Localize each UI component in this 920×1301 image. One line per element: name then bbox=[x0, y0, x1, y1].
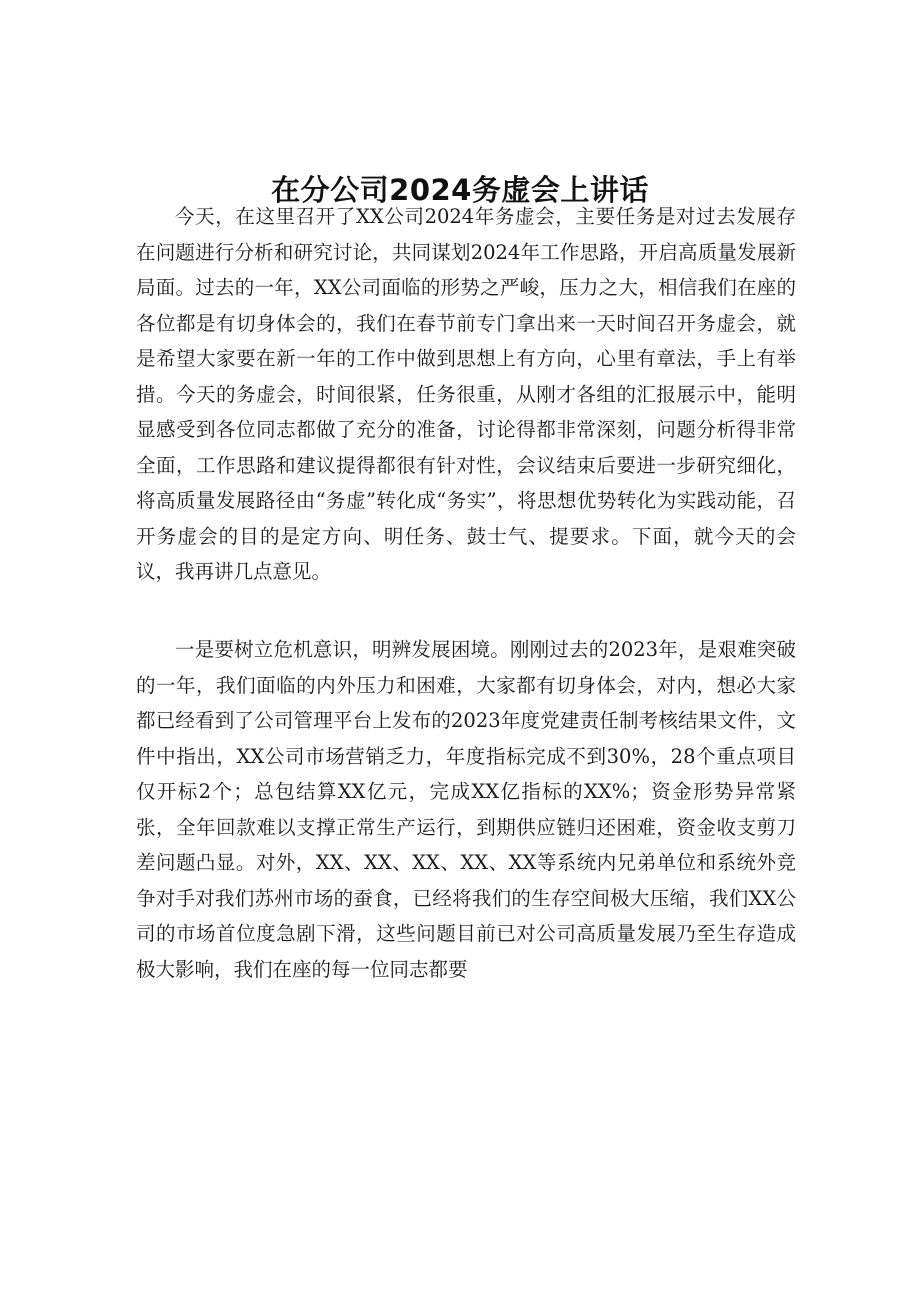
paragraph-opening: 今天，在这里召开了XX公司2024年务虚会，主要任务是对过去发展存在问题进行分析和研究讨论，共同谋划2024年工作思路，开启高质量发展新局面。过去的一年，XX公司面临的形势之严峻，压力之大，相信我们在座的各位都是有切身体会的，我们在春节前专门拿出来一天时间召开务虚会，就是希望大家要在新一年的工作中做到思想上有方向，心里有章法，手上有举措。今天的务虚会，时间很紧，任务很重，从刚才各组的汇报展示中，能明显感受到各位同志都做了充分的准备，讨论得都非常深刻，问题分析得非常全面，工作思路和建议提得都很有针对性，会议结束后要进一步研究细化，将高质量发展路径由“务虚”转化成“务实”，将思想优势转化为实践动能，召开务虚会的目的是定方向、明任务、鼓士气、提要求。下面，就今天的会议，我再讲几点意见。 bbox=[136, 205, 796, 583]
paragraph-point-one: 一是要树立危机意识，明辨发展困境。刚刚过去的2023年，是艰难突破的一年，我们面临的内外压力和困难，大家都有切身体会，对内，想必大家都已经看到了公司管理平台上发布的2023年度党建责任制考核结果文件，文件中指出，XX公司市场营销乏力，年度指标完成不到30%，28个重点项目仅开标2个；总包结算XX亿元，完成XX亿指标的XX%；资金形势异常紧张，全年回款难以支撑正常生产运行，到期供应链归还困难，资金收支剪刀差问题凸显。对外，XX、XX、XX、XX、XX等系统内兄弟单位和系统外竞争对手对我们苏州市场的蚕食，已经将我们的生存空间极大压缩，我们XX公司的市场首位度急剧下滑，这些问题目前已对公司高质量发展乃至生存造成极大影响，我们在座的每一位同志都要 bbox=[136, 638, 796, 981]
document-title: 在分公司2024务虚会上讲话 bbox=[271, 173, 649, 207]
